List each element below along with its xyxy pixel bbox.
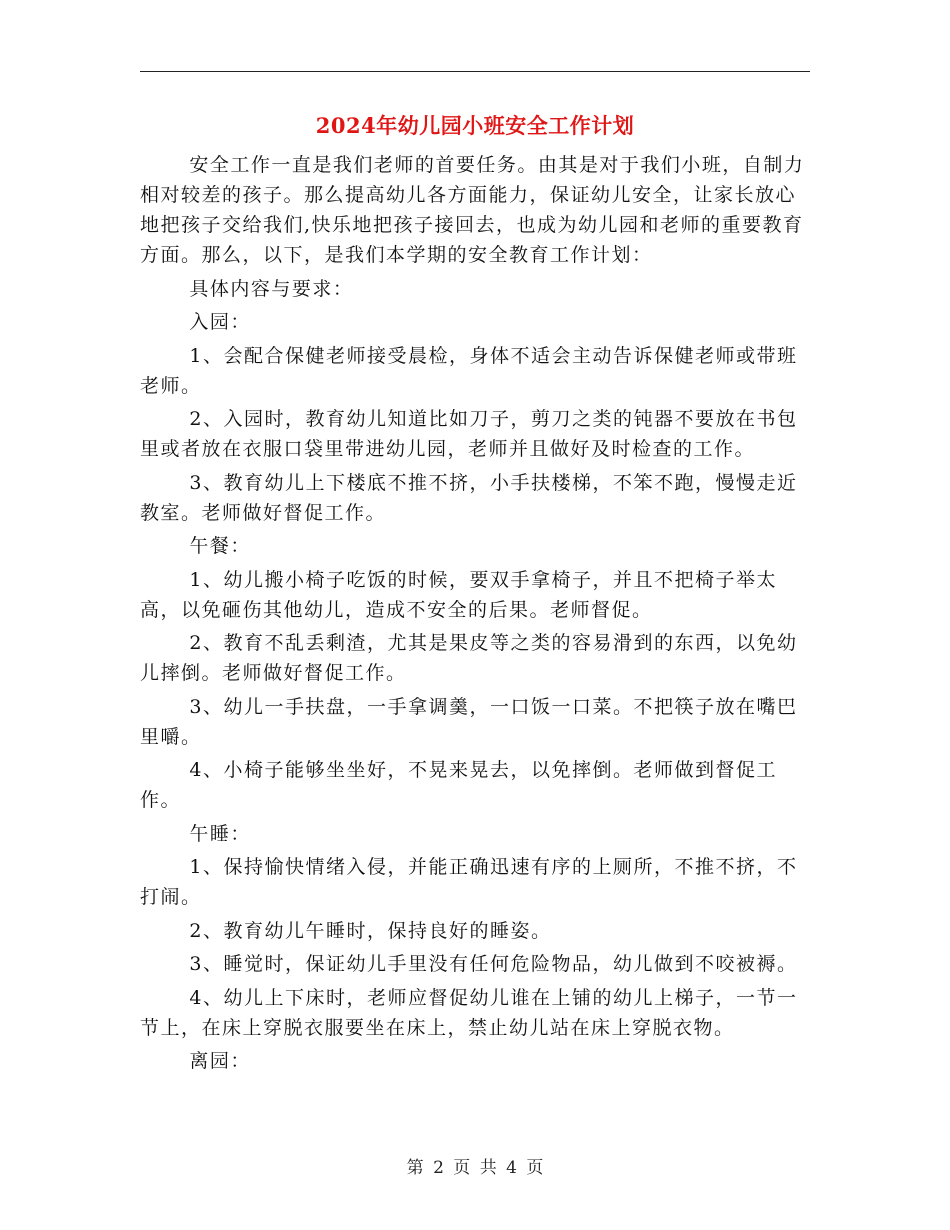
list-item: 2、教育不乱丢剩渣，尤其是果皮等之类的容易滑到的东西，以免幼儿摔倒。老师做好督促工作。 (140, 632, 798, 684)
section-heading-entry: 入园： (189, 311, 251, 333)
list-item: 2、入园时，教育幼儿知道比如刀子，剪刀之类的钝器不要放在书包里或者放在衣服口袋里带进幼儿园，老师并且做好及时检查的工作。 (140, 408, 798, 460)
paragraph: 具体内容与要求： (189, 277, 354, 300)
list-item: 3、睡觉时，保证幼儿手里没有任何危险物品，幼儿做到不咬被褥。 (189, 953, 798, 975)
page-number: 第 2 页 共 4 页 (406, 1158, 544, 1178)
list-item: 3、教育幼儿上下楼底不推不挤，小手扶楼梯，不笨不跑，慢慢走近教室。老师做好督促工作。 (140, 471, 798, 524)
document-body (140, 150, 808, 1080)
list-item: 2、教育幼儿午睡时，保持良好的睡姿。 (189, 919, 552, 942)
paragraph: 安全工作一直是我们老师的首要任务。由其是对于我们小班，自制力相对较差的孩子。那么提高幼儿各方面能力，保证幼儿安全，让家长放心地把孩子交给我们,快乐地把孩子接回去，也成为幼儿园和老师的重要教育方面。那么，以下，是我们本学期的安全教育工作计划： (140, 154, 805, 266)
list-item: 4、幼儿上下床时，老师应督促幼儿谁在上铺的幼儿上梯子，一节一节上，在床上穿脱衣服要坐在床上，禁止幼儿站在床上穿脱衣物。 (140, 986, 798, 1039)
list-item: 1、幼儿搬小椅子吃饭的时候，要双手拿椅子，并且不把椅子举太高，以免砸伤其他幼儿，造成不安全的后果。老师督促。 (140, 568, 777, 621)
header-rule (140, 71, 810, 72)
section-heading-lunch: 午餐： (189, 535, 251, 557)
list-item: 4、小椅子能够坐坐好，不晃来晃去，以免摔倒。老师做到督促工作。 (140, 759, 777, 811)
section-heading-nap: 午睡： (189, 822, 251, 845)
list-item: 1、保持愉快情绪入侵，并能正确迅速有序的上厕所，不推不挤，不打闹。 (140, 856, 798, 908)
section-heading-departure: 离园： (189, 1050, 251, 1072)
document-title: 2024年幼儿园小班安全工作计划 (315, 113, 635, 138)
list-item: 3、幼儿一手扶盘，一手拿调羹，一口饭一口菜。不把筷子放在嘴巴里嚼。 (140, 695, 798, 748)
list-item: 1、会配合保健老师接受晨检，身体不适会主动告诉保健老师或带班老师。 (140, 344, 798, 397)
